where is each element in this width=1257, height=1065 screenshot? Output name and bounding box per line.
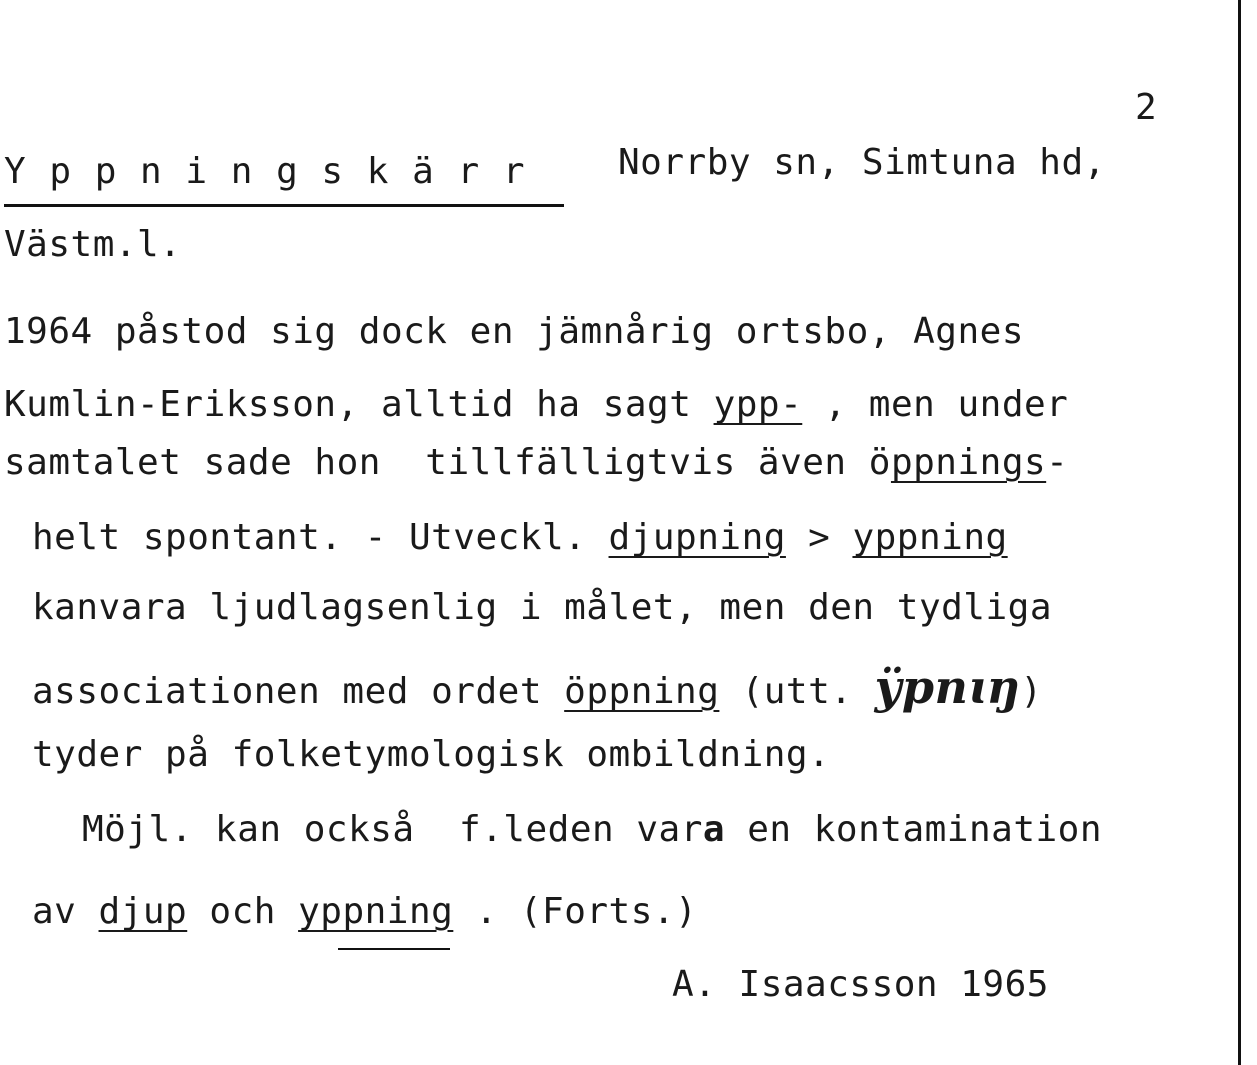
word-ypp: ypp- — [713, 384, 803, 425]
body-line-4: helt spontant. - Utveckl. djupning > yppning — [32, 517, 1008, 558]
card-right-edge — [1238, 0, 1241, 1065]
double-underline — [338, 948, 450, 950]
body-line-3: samtalet sade hon tillfälligtvis även öppnings- — [4, 442, 1069, 483]
signature: A. Isaacsson 1965 — [672, 964, 1049, 1005]
location-line1: Norrby sn, Simtuna hd, — [618, 142, 1106, 183]
word-yppning-2: yppning — [298, 891, 454, 932]
location-line2: Västm.l. — [4, 224, 182, 265]
word-yppning: yppning — [852, 517, 1008, 558]
page-number: 2 — [1135, 87, 1158, 128]
word-djup: djup — [98, 891, 188, 932]
body-line-1: 1964 påstod sig dock en jämnårig ortsbo, Agnes — [4, 311, 1024, 352]
handwritten-pronunciation: ÿpnɩŋ — [874, 660, 1021, 714]
word-djupning: djupning — [608, 517, 786, 558]
body-line-5: kanvara ljudlagsenlig i målet, men den tydliga — [32, 587, 1052, 628]
body-line-6: associationen med ordet öppning (utt. ÿpnɩŋ) — [32, 660, 1043, 714]
headword-underline — [4, 204, 564, 207]
body-line-7: tyder på folketymologisk ombildning. — [32, 734, 831, 775]
body-line-8: Möjl. kan också f.leden vara en kontamination — [82, 809, 1103, 850]
word-oppnings: ppnings — [890, 442, 1047, 483]
headword: Y p p n i n g s k ä r r — [4, 151, 526, 192]
body-line-2: Kumlin-Eriksson, alltid ha sagt ypp- , men under — [4, 384, 1069, 425]
handwritten-a: a — [702, 809, 726, 850]
word-oppning: öppning — [564, 671, 720, 712]
body-line-9: av djup och yppning . (Forts.) — [32, 891, 698, 932]
